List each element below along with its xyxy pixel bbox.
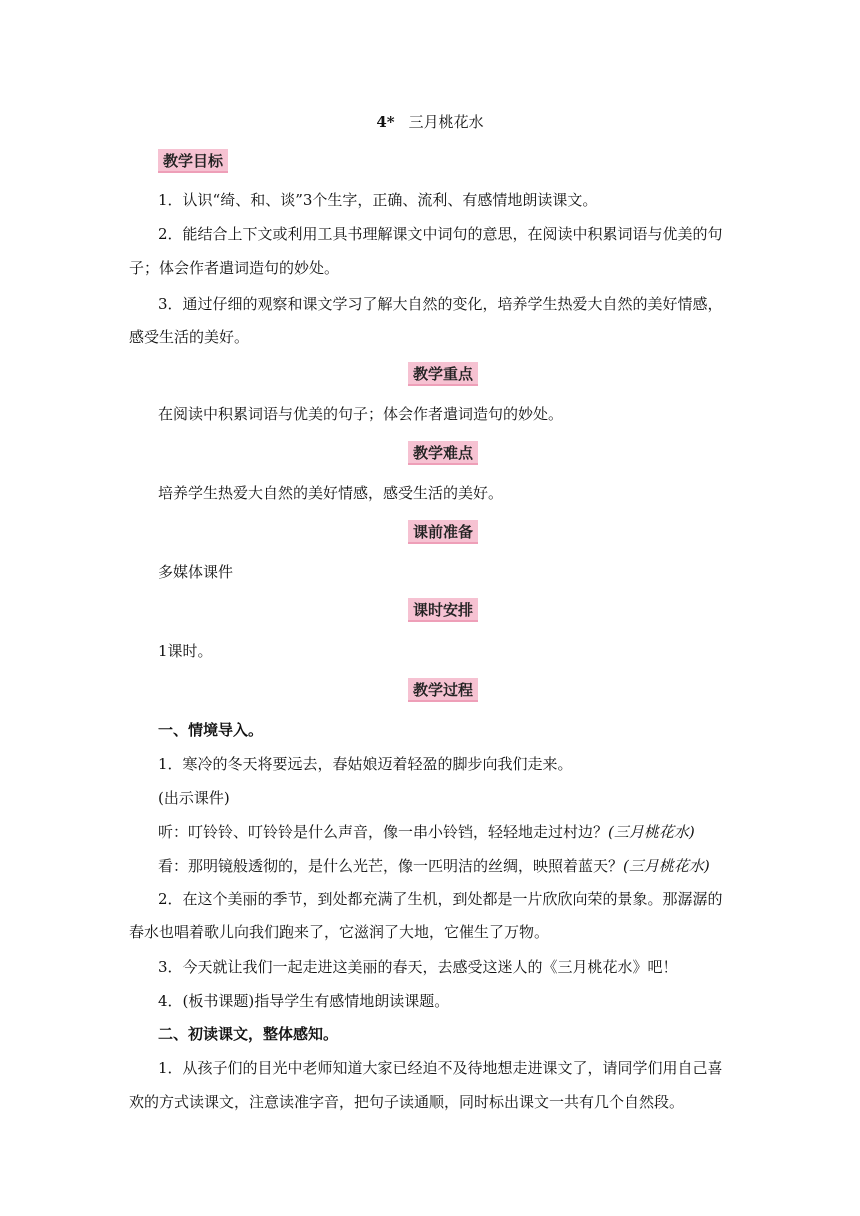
process-s1-item-1: 1．寒冷的冬天将要远去，春姑娘迈着轻盈的脚步向我们走来。 bbox=[158, 755, 573, 773]
lesson-number: 4* bbox=[376, 113, 395, 131]
process-s1-note: (出示课件) bbox=[158, 789, 230, 807]
process-section-2-heading: 二、初读课文，整体感知。 bbox=[158, 1025, 339, 1043]
lesson-title bbox=[0, 112, 860, 132]
process-s2-item-1-line2: 欢的方式读课文，注意读准字音，把句子读通顺，同时标出课文一共有几个自然段。 bbox=[129, 1093, 685, 1111]
goal-item-1: 1．认识“绮、和、谈”3个生字，正确、流利、有感情地朗读课文。 bbox=[158, 191, 598, 209]
lesson-name: 三月桃花水 bbox=[408, 113, 484, 131]
heading-difficulties: 教学难点 bbox=[408, 441, 478, 465]
process-s1-listen-answer: (三月桃花水) bbox=[608, 823, 695, 841]
goal-item-2-line1: 2．能结合上下文或利用工具书理解课文中词句的意思，在阅读中积累词语与优美的句 bbox=[158, 225, 723, 243]
process-section-1-heading: 一、情境导入。 bbox=[158, 721, 264, 739]
process-s1-look-answer: (三月桃花水) bbox=[623, 857, 710, 875]
process-s1-item-2-line1: 2．在这个美丽的季节，到处都充满了生机，到处都是一片欣欣向荣的景象。那潺潺的 bbox=[158, 890, 723, 908]
heading-preparation: 课前准备 bbox=[408, 520, 478, 544]
key-points-text: 在阅读中积累词语与优美的句子；体会作者遣词造句的妙处。 bbox=[158, 405, 564, 423]
goal-item-3-line2: 感受生活的美好。 bbox=[129, 328, 250, 346]
difficulties-text: 培养学生热爱大自然的美好情感，感受生活的美好。 bbox=[158, 484, 504, 502]
process-s1-item-2-line2: 春水也唱着歌儿向我们跑来了，它滋润了大地，它催生了万物。 bbox=[129, 923, 550, 941]
heading-goals: 教学目标 bbox=[158, 149, 228, 173]
preparation-text: 多媒体课件 bbox=[158, 563, 234, 581]
goal-item-3-line1: 3．通过仔细的观察和课文学习了解大自然的变化，培养学生热爱大自然的美好情感， bbox=[158, 295, 723, 313]
process-s2-item-1-line1: 1．从孩子们的目光中老师知道大家已经迫不及待地想走进课文了，请同学们用自己喜 bbox=[158, 1059, 723, 1077]
heading-key-points: 教学重点 bbox=[408, 362, 478, 386]
process-s1-item-4: 4．(板书课题)指导学生有感情地朗读课题。 bbox=[158, 992, 450, 1010]
goal-item-2-line2: 子；体会作者遣词造句的妙处。 bbox=[129, 259, 340, 277]
schedule-text: 1课时。 bbox=[158, 642, 213, 660]
process-s1-look bbox=[158, 856, 710, 876]
process-s1-look-text: 看：那明镜般透彻的，是什么光芒，像一匹明洁的丝绸，映照着蓝天？ bbox=[158, 857, 624, 875]
process-s1-listen bbox=[158, 822, 695, 842]
process-s1-item-3: 3．今天就让我们一起走进这美丽的春天，去感受这迷人的《三月桃花水》吧！ bbox=[158, 958, 678, 976]
process-s1-listen-text: 听：叮铃铃、叮铃铃是什么声音，像一串小铃铛，轻轻地走过村边？ bbox=[158, 823, 609, 841]
heading-schedule: 课时安排 bbox=[408, 598, 478, 622]
heading-process: 教学过程 bbox=[408, 678, 478, 702]
